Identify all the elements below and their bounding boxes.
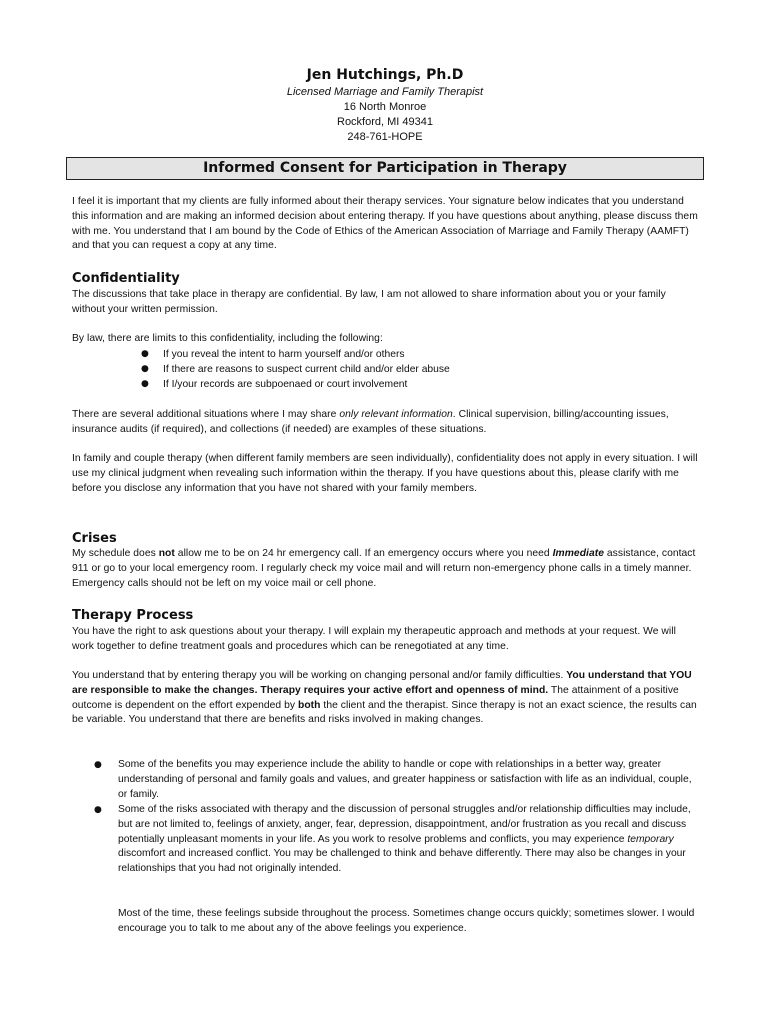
closing-paragraph: Most of the time, these feelings subside throughout the process. Sometimes change occurs quickly; sometimes slower. I would encourage you to talk to me about any of the above feelings you experience. [118, 908, 695, 934]
confidentiality-paragraph-2: By law, there are limits to this confidentiality, including the following: [72, 333, 383, 344]
confidentiality-heading: Confidentiality [72, 271, 180, 286]
crises-paragraph: My schedule does not allow me to be on 24 hr emergency call. If an emergency occurs where you need Immediate assistance, contact 911 or go to your local emergency room. I regularly check my voice mail and will return non-emergency phone calls in a timely manner. Emergency calls should not be left on my voice mail or cell phone. [72, 548, 696, 589]
address-street: 16 North Monroe [343, 101, 427, 113]
therapy-process-paragraph-1: You have the right to ask questions about your therapy. I will explain my therapeutic approach and methods at your request. We will work together to define treatment goals and procedures which can be renegotiated at any time. [72, 626, 676, 652]
therapy-process-heading: Therapy Process [72, 608, 194, 623]
document-title: Informed Consent for Participation in Therapy [66, 157, 704, 180]
confidentiality-paragraph-4: In family and couple therapy (when different family members are seen individually), confidentiality does not apply in every situation. I will use my clinical judgment when revealing such information within the therapy. If you have questions about this, please clarify with me before you disclose any information that you have not shared with your family members. [72, 453, 698, 494]
confidentiality-limits-list [0, 347, 770, 392]
address-city: Rockford, MI 49341 [337, 116, 433, 128]
crises-heading: Crises [72, 531, 117, 546]
risks-list-item: Some of the risks associated with therapy and the discussion of personal struggles and/or relationship difficulties may include, but are not limited to, feelings of anxiety, anger, fear, depression, disappointment, and/or frustration as you recall and discuss potentially unpleasant moments in your life. As you work to resolve problems and conflicts, you may experience temporary discomfort and increased conflict. You may be challenged to think and behave differently. There may also be changes in your relationships that you had not originally intended. [118, 804, 691, 875]
therapist-title: Licensed Marriage and Family Therapist [286, 86, 484, 98]
bullet-icon: ● [94, 805, 102, 815]
list-item: ● If you reveal the intent to harm yourself and/or others [141, 349, 405, 360]
letterhead [0, 66, 770, 145]
list-item: ● If I/your records are subpoenaed or court involvement [141, 379, 408, 390]
bullet-icon: ● [94, 760, 102, 770]
confidentiality-paragraph-1: The discussions that take place in therapy are confidential. By law, I am not allowed to share information about you or your family without your written permission. [72, 289, 666, 315]
list-item: ● If there are reasons to suspect current child and/or elder abuse [141, 364, 450, 375]
benefits-list-item: Some of the benefits you may experience include the ability to handle or cope with relationships in a better way, greater understanding of personal and family goals and values, and greater happiness or satisfaction with life as an individual, couple, or family. [118, 759, 692, 800]
therapy-process-paragraph-2: You understand that by entering therapy you will be working on changing personal and/or family difficulties. You understand that YOU are responsible to make the changes. Therapy requires your active effort and openness of mind. The attainment of a positive outcome is dependent on the effort expended by both the client and the therapist. Since therapy is not an exact science, the results can be variable. You understand that there are benefits and risks involved in making changes. [72, 670, 697, 726]
bullet-icon: ● [141, 379, 149, 389]
bullet-icon: ● [141, 349, 149, 359]
therapist-name: Jen Hutchings, Ph.D [306, 67, 464, 83]
bullet-icon: ● [141, 364, 149, 374]
confidentiality-paragraph-3: There are several additional situations where I may share only relevant information. Clinical supervision, billing/accounting issues, insurance audits (if required), and collections (if needed) are examples of these situations. [72, 409, 669, 435]
intro-paragraph: I feel it is important that my clients are fully informed about their therapy services. Your signature below indicates that you understand this information and are making an informed decision about entering therapy. If you have questions about anything, please discuss them with me. You understand that I am bound by the Code of Ethics of the American Association of Marriage and Family Therapy (AAMFT) and that you can request a copy at any time. [72, 196, 698, 252]
phone-number: 248-761-HOPE [347, 131, 423, 143]
